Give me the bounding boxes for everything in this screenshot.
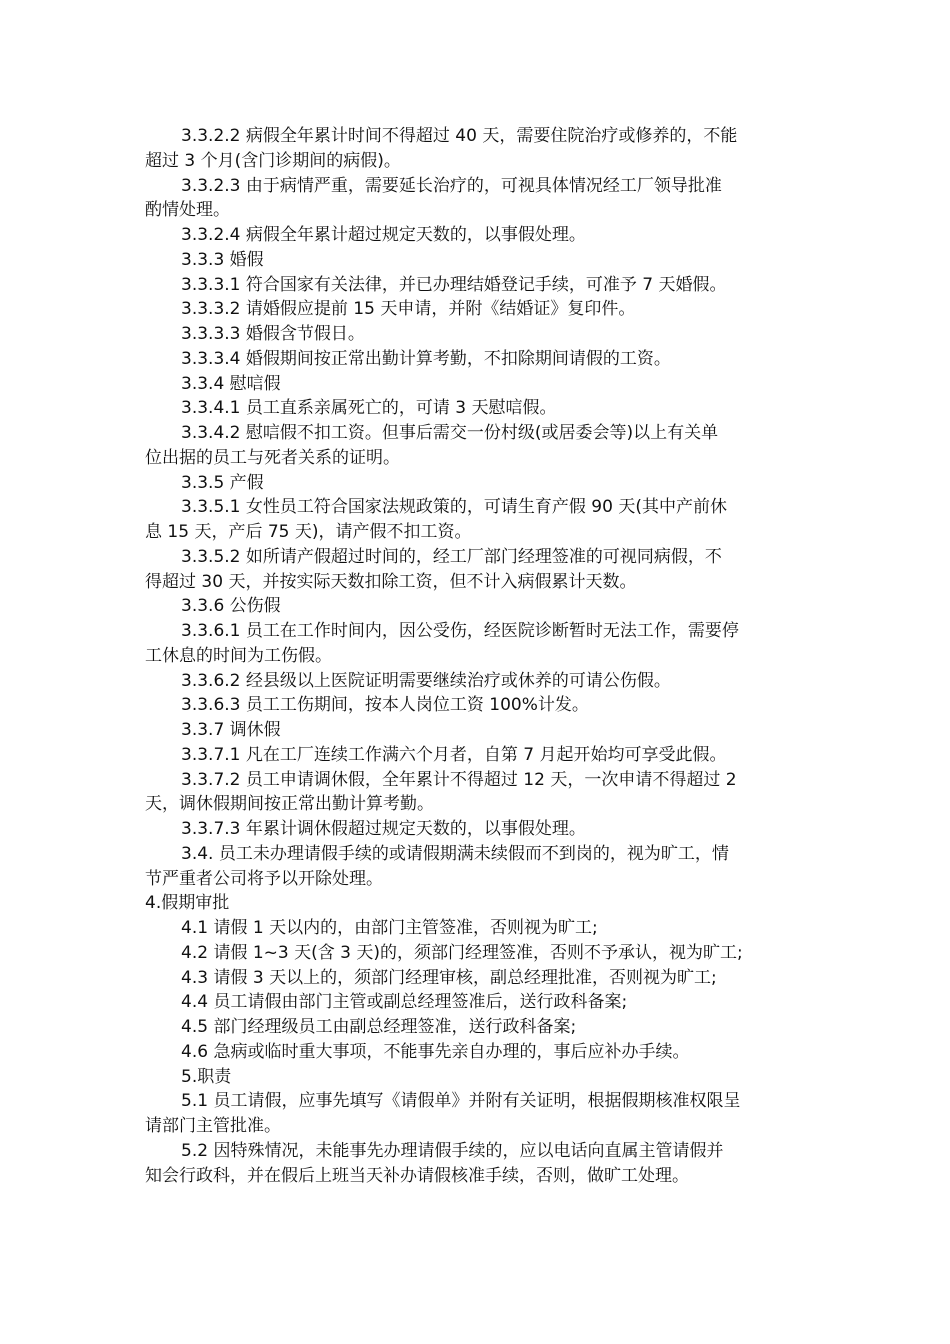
text-line: 请部门主管批准。	[145, 1116, 281, 1136]
text-line: 4.3 请假 3 天以上的，须部门经理审核，副总经理批准，否则视为旷工;	[181, 967, 717, 988]
text-line: 4.4 员工请假由部门主管或副总经理签准后，送行政科备案;	[181, 992, 628, 1013]
text-line: 4.6 急病或临时重大事项，不能事先亲自办理的，事后应补办手续。	[181, 1041, 690, 1062]
text-line: 4.5 部门经理级员工由副总经理签准，送行政科备案;	[181, 1017, 577, 1037]
section-heading: 3.3.7 调休假	[181, 720, 281, 740]
text-line: 3.3.5.1 女性员工符合国家法规政策的，可请生育产假 90 天(其中产前休	[181, 497, 727, 518]
text-line: 4.1 请假 1 天以内的，由部门主管签准，否则视为旷工;	[181, 918, 598, 938]
text-line: 3.3.7.1 凡在工厂连续工作满六个月者，自第 7 月起开始均可享受此假。	[181, 744, 727, 765]
text-line: 3.3.3.4 婚假期间按正常出勤计算考勤，不扣除期间请假的工资。	[181, 348, 671, 369]
text-line: 得超过 30 天，并按实际天数扣除工资，但不计入病假累计天数。	[145, 571, 637, 592]
text-line: 3.3.7.2 员工申请调休假，全年累计不得超过 12 天，一次申请不得超过 2	[181, 769, 737, 790]
text-line: 5.2 因特殊情况，未能事先办理请假手续的，应以电话向直属主管请假并	[181, 1140, 724, 1161]
section-heading: 5.职责	[181, 1066, 232, 1087]
text-line: 天，调休假期间按正常出勤计算考勤。	[145, 794, 434, 815]
text-line: 5.1 员工请假，应事先填写《请假单》并附有关证明，根据假期核准权限呈	[181, 1091, 741, 1112]
text-line: 3.3.5.2 如所请产假超过时间的，经工厂部门经理签准的可视同病假，不	[181, 546, 722, 567]
text-line: 3.3.3.2 请婚假应提前 15 天申请，并附《结婚证》复印件。	[181, 299, 636, 320]
text-line: 3.3.3.3 婚假含节假日。	[181, 324, 365, 344]
text-line: 3.3.6.1 员工在工作时间内，因公受伤，经医院诊断暂时无法工作，需要停	[181, 621, 739, 641]
section-heading: 3.3.3 婚假	[181, 249, 264, 270]
text-line: 3.3.2.3 由于病情严重，需要延长治疗的，可视具体情况经工厂领导批准	[181, 175, 722, 196]
text-line: 3.3.6.3 员工工伤期间，按本人岗位工资 100%计发。	[181, 695, 589, 716]
text-line: 息 15 天，产后 75 天)，请产假不扣工资。	[145, 522, 472, 542]
document-body	[145, 124, 787, 1188]
text-line: 酌情处理。	[145, 200, 230, 221]
text-line: 知会行政科，并在假后上班当天补办请假核准手续，否则，做旷工处理。	[145, 1165, 689, 1186]
text-line: 3.3.3.1 符合国家有关法律，并已办理结婚登记手续，可准予 7 天婚假。	[181, 274, 727, 295]
text-line: 4.2 请假 1~3 天(含 3 天)的，须部门经理签准，否则不予承认，视为旷工;	[181, 942, 743, 963]
text-line: 3.3.6.2 经县级以上医院证明需要继续治疗或休养的可请公伤假。	[181, 670, 671, 691]
text-line: 3.3.7.3 年累计调休假超过规定天数的，以事假处理。	[181, 819, 586, 839]
text-line: 节严重者公司将予以开除处理。	[145, 868, 383, 889]
text-line: 超过 3 个月(含门诊期间的病假)。	[145, 150, 401, 171]
section-heading: 3.3.6 公伤假	[181, 596, 281, 617]
section-heading: 3.3.5 产假	[181, 472, 264, 493]
text-line: 3.4. 员工未办理请假手续的或请假期满未续假而不到岗的，视为旷工，情	[181, 843, 729, 864]
section-heading: 3.3.4 慰唁假	[181, 373, 281, 394]
text-line: 3.3.2.4 病假全年累计超过规定天数的，以事假处理。	[181, 225, 586, 245]
text-line: 3.3.2.2 病假全年累计时间不得超过 40 天，需要住院治疗或修养的，不能	[181, 126, 738, 146]
text-line: 3.3.4.1 员工直系亲属死亡的，可请 3 天慰唁假。	[181, 398, 557, 419]
text-line: 3.3.4.2 慰唁假不扣工资。但事后需交一份村级(或居委会等)以上有关单	[181, 423, 719, 443]
section-heading: 4.假期审批	[145, 893, 230, 914]
text-line: 工休息的时间为工伤假。	[145, 645, 332, 666]
text-line: 位出据的员工与死者关系的证明。	[145, 447, 400, 468]
